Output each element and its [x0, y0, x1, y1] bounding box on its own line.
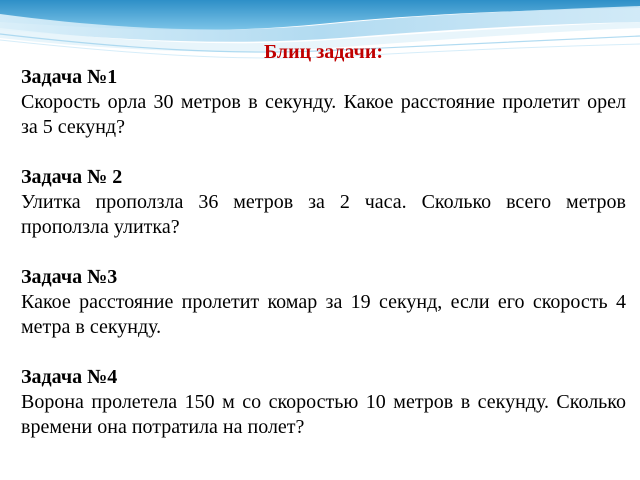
task-text: Улитка проползла 36 метров за 2 часа. Сколько всего метров проползла улитка?	[21, 191, 626, 238]
task-3	[21, 265, 626, 340]
task-4	[21, 365, 626, 440]
task-heading: Задача №4	[21, 366, 118, 388]
task-heading: Задача №1	[21, 66, 118, 88]
task-text: Какое расстояние пролетит комар за 19 секунд, если его скорость 4 метра в секунду.	[21, 291, 626, 338]
task-1	[21, 65, 626, 140]
slide-title: Блиц задачи:	[263, 41, 384, 63]
task-text: Ворона пролетела 150 м со скоростью 10 метров в секунду. Сколько времени она потратила на полет?	[21, 391, 626, 438]
task-text: Скорость орла 30 метров в секунду. Какое расстояние пролетит орел за 5 секунд?	[21, 91, 626, 138]
content-area	[21, 40, 626, 465]
task-heading: Задача № 2	[21, 166, 123, 188]
task-2	[21, 165, 626, 240]
task-heading: Задача №3	[21, 266, 118, 288]
